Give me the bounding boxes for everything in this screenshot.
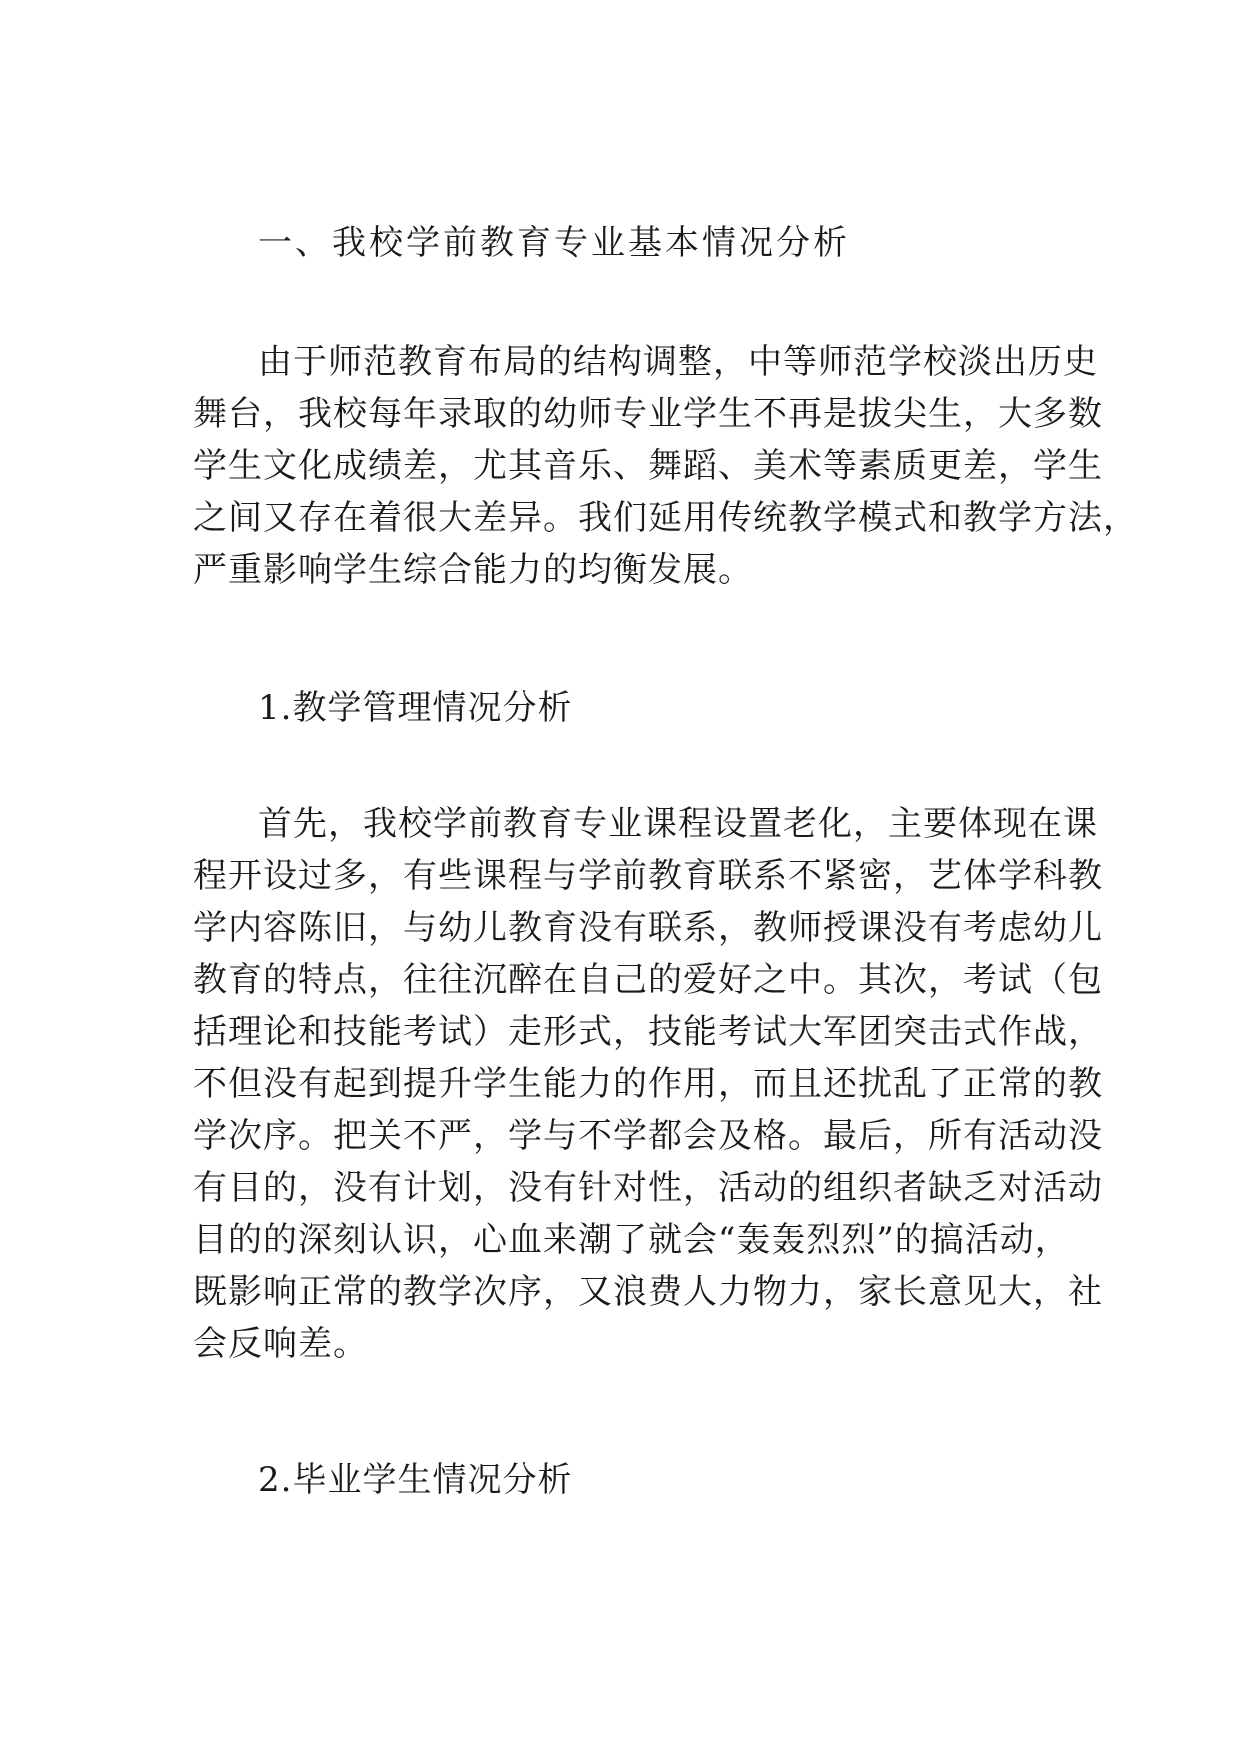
paragraph-line: 教育的特点，往往沉醉在自己的爱好之中。其次，考试（包 <box>193 960 1103 1000</box>
paragraph-line: 会反响差。 <box>193 1324 368 1364</box>
paragraph-line: 既影响正常的教学次序，又浪费人力物力，家长意见大，社 <box>193 1272 1103 1312</box>
paragraph-line: 由于师范教育布局的结构调整，中等师范学校淡出历史 <box>258 342 1098 382</box>
paragraph-line: 学内容陈旧，与幼儿教育没有联系，教师授课没有考虑幼儿 <box>193 908 1103 948</box>
paragraph-line: 括理论和技能考试）走形式，技能考试大军团突击式作战， <box>193 1012 1103 1052</box>
paragraph-line: 有目的，没有计划，没有针对性，活动的组织者缺乏对活动 <box>193 1168 1103 1208</box>
subheading-2: 2.毕业学生情况分析 <box>258 1460 573 1500</box>
paragraph-line: 之间又存在着很大差异。我们延用传统教学模式和教学方法， <box>193 498 1138 538</box>
paragraph-line: 舞台，我校每年录取的幼师专业学生不再是拔尖生，大多数 <box>193 394 1103 434</box>
paragraph-line: 不但没有起到提升学生能力的作用，而且还扰乱了正常的教 <box>193 1064 1103 1104</box>
paragraph-line: 程开设过多，有些课程与学前教育联系不紧密，艺体学科教 <box>193 856 1103 896</box>
paragraph-line: 首先，我校学前教育专业课程设置老化，主要体现在课 <box>258 804 1098 844</box>
subheading-1: 1.教学管理情况分析 <box>258 688 573 728</box>
paragraph-line: 学次序。把关不严，学与不学都会及格。最后，所有活动没 <box>193 1116 1103 1156</box>
paragraph-line: 严重影响学生综合能力的均衡发展。 <box>193 550 753 590</box>
section-heading: 一、我校学前教育专业基本情况分析 <box>258 223 850 263</box>
paragraph-line: 学生文化成绩差，尤其音乐、舞蹈、美术等素质更差，学生 <box>193 446 1103 486</box>
paragraph-line: 目的的深刻认识，心血来潮了就会“轰轰烈烈”的搞活动， <box>193 1220 1070 1260</box>
